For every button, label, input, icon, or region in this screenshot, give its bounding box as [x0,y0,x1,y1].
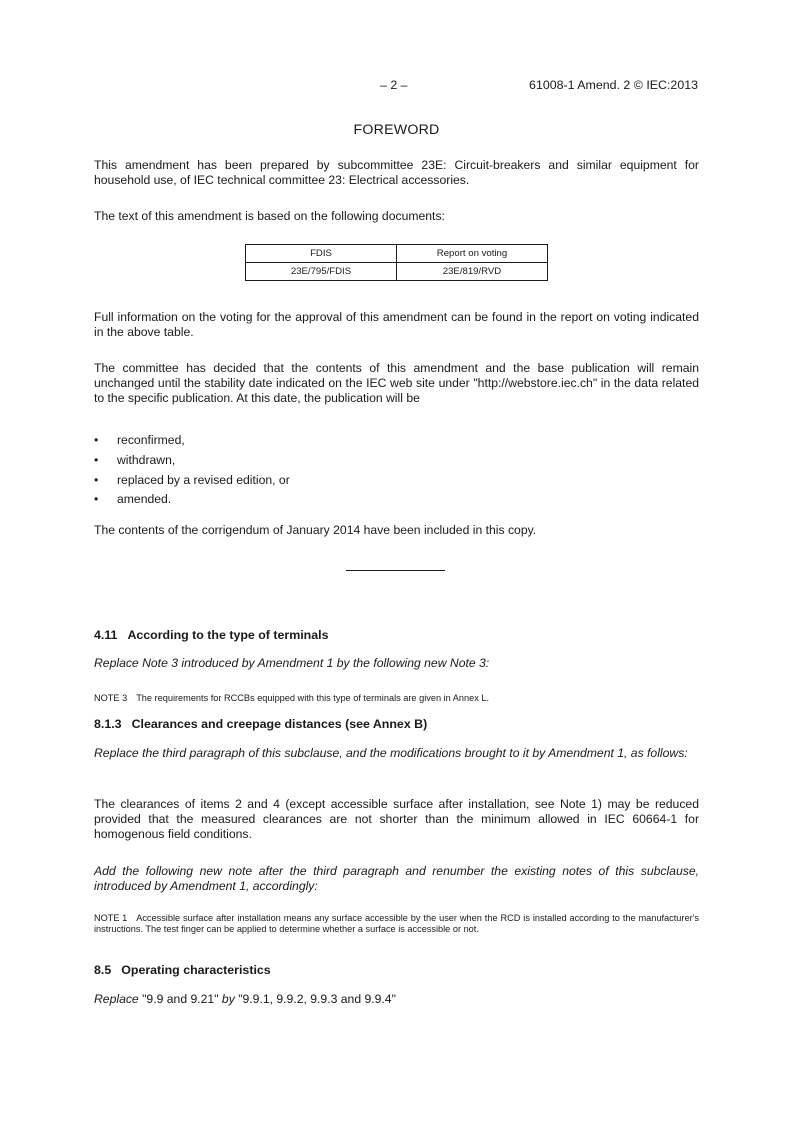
note-text: Accessible surface after installation means any surface accessible by the user when the RCD is installed according to the manufacturer's instructions. The test finger can be applied to determine whether a surface is accessible or not. [94,913,699,934]
section-heading-4-11 [94,628,328,642]
table-header-cell: FDIS [246,245,397,263]
list-item [94,492,290,512]
section-title: Clearances and creepage distances (see Annex B) [131,717,428,731]
section-heading-8-1-3 [94,717,427,731]
new-reference: "9.9.1, 9.9.2, 9.9.3 and 9.9.4" [238,992,396,1006]
replace-reference-line [94,992,699,1007]
note-1 [94,913,699,934]
foreword-corrigendum: The contents of the corrigendum of January 2014 have been included in this copy. [94,523,537,537]
foreword-based-on: The text of this amendment is based on the following documents: [94,209,445,223]
by-word: by [221,992,235,1006]
instruction-add-note: Add the following new note after the third paragraph and renumber the existing notes of this subclause, introduced by Amendment 1, accordingly: [94,864,699,894]
foreword-title: FOREWORD [353,122,440,138]
section-number: 8.5 [94,963,112,977]
list-item [94,433,290,453]
section-heading-8-5 [94,963,271,977]
table-cell: 23E/819/RVD [397,263,548,281]
table-cell: 23E/795/FDIS [246,263,397,281]
section-number: 4.11 [94,628,118,642]
publication-options-list [94,433,290,512]
list-item [94,473,290,493]
old-reference: "9.9 and 9.21" [142,992,219,1006]
section-title: According to the type of terminals [127,628,329,642]
note-tag: NOTE 1 [94,913,128,923]
list-item-text: reconfirmed, [117,433,185,447]
page-number: – 2 – [380,78,408,92]
foreword-intro: This amendment has been prepared by subcommittee 23E: Circuit-breakers and similar equipment for household use, of IEC technical committee 23: Electrical accessories. [94,158,699,188]
section-divider [346,570,445,571]
note-tag: NOTE 3 [94,693,128,703]
voting-documents-table [245,244,548,281]
instruction-4-11: Replace Note 3 introduced by Amendment 1 by the following new Note 3: [94,656,490,670]
foreword-committee: The committee has decided that the contents of this amendment and the base publication will remain unchanged until the stability date indicated on the IEC web site under "http://webstore.iec.ch" in the data related to the specific publication. At this date, the publication will be [94,361,699,406]
list-item-text: replaced by a revised edition, or [117,472,290,487]
clearances-paragraph: The clearances of items 2 and 4 (except accessible surface after installation, see Note 1) may be reduced provided that the measured clearances are not shorter than the minimum allowed in IEC 60664-1 for homogenous field conditions. [94,797,699,842]
list-item-text: amended. [117,492,172,507]
bullet-icon: • [94,433,99,447]
list-item-text: withdrawn, [117,452,176,467]
table-header-cell: Report on voting [397,245,548,263]
bullet-icon: • [94,492,99,507]
note-text: The requirements for RCCBs equipped with this type of terminals are given in Annex L. [136,693,490,703]
bullet-icon: • [94,452,99,467]
list-item [94,453,290,473]
foreword-full-info: Full information on the voting for the approval of this amendment can be found in the report on voting indicated in the above table. [94,310,699,340]
document-id: 61008-1 Amend. 2 © IEC:2013 [529,78,698,92]
replace-word: Replace [94,992,139,1006]
table-row [246,263,548,281]
note-3 [94,693,699,704]
bullet-icon: • [94,472,99,487]
instruction-8-1-3: Replace the third paragraph of this subclause, and the modifications brought to it by Amendment 1, as follows: [94,746,688,760]
section-number: 8.1.3 [94,717,122,731]
section-title: Operating characteristics [121,963,271,977]
table-header-row [246,245,548,263]
